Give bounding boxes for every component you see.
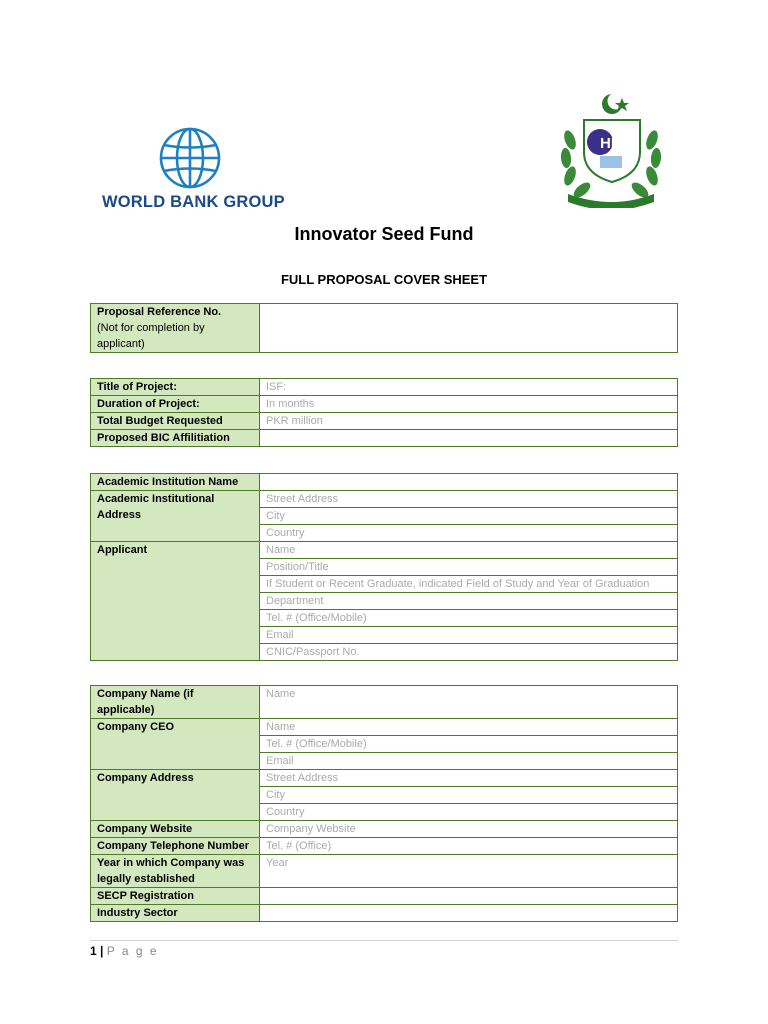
industry-sector-label: Industry Sector — [91, 905, 260, 922]
proposal-reference-label — [91, 304, 260, 353]
page-subtitle: FULL PROPOSAL COVER SHEET — [280, 272, 488, 287]
ceo-name-field[interactable]: Name — [260, 719, 678, 736]
total-budget-field[interactable]: PKR million — [260, 413, 678, 430]
company-name-field[interactable]: Name — [260, 686, 678, 719]
page-number: 1 — [90, 944, 97, 958]
industry-sector-field[interactable] — [260, 905, 678, 922]
institution-address-label: Academic Institutional Address — [91, 491, 260, 542]
institution-name-field[interactable] — [260, 474, 678, 491]
project-title-field[interactable]: ISF: — [260, 379, 678, 396]
company-website-field[interactable]: Company Website — [260, 821, 678, 838]
company-address-label: Company Address — [91, 770, 260, 821]
ceo-email-field[interactable]: Email — [260, 753, 678, 770]
company-website-label: Company Website — [91, 821, 260, 838]
company-info-table — [90, 685, 678, 922]
secp-registration-label: SECP Registration — [91, 888, 260, 905]
applicant-email-field[interactable]: Email — [260, 627, 678, 644]
company-phone-field[interactable]: Tel. # (Office) — [260, 838, 678, 855]
applicant-phone-field[interactable]: Tel. # (Office/Mobile) — [260, 610, 678, 627]
applicant-study-field[interactable]: If Student or Recent Graduate, indicated Field of Study and Year of Graduation — [260, 576, 678, 593]
company-name-label: Company Name (if applicable) — [91, 686, 260, 719]
institution-name-label: Academic Institution Name — [91, 474, 260, 491]
world-bank-wordmark: WORLD BANK GROUP — [102, 193, 285, 211]
reference-label-text: Proposal Reference No. — [97, 306, 222, 318]
applicant-label: Applicant — [91, 542, 260, 661]
project-duration-label: Duration of Project: — [91, 396, 260, 413]
year-established-field[interactable]: Year — [260, 855, 678, 888]
institution-applicant-table — [90, 473, 678, 661]
total-budget-label: Total Budget Requested — [91, 413, 260, 430]
applicant-position-field[interactable]: Position/Title — [260, 559, 678, 576]
institution-street-field[interactable]: Street Address — [260, 491, 678, 508]
applicant-name-field[interactable]: Name — [260, 542, 678, 559]
institution-country-field[interactable]: Country — [260, 525, 678, 542]
company-phone-label: Company Telephone Number — [91, 838, 260, 855]
institution-city-field[interactable]: City — [260, 508, 678, 525]
company-country-field[interactable]: Country — [260, 804, 678, 821]
company-city-field[interactable]: City — [260, 787, 678, 804]
page-word: P a g e — [106, 944, 159, 958]
page-title: Innovator Seed Fund — [294, 224, 474, 244]
hec-emblem-logo — [556, 90, 666, 208]
proposal-reference-table — [90, 303, 678, 353]
applicant-department-field[interactable]: Department — [260, 593, 678, 610]
company-ceo-label: Company CEO — [91, 719, 260, 770]
applicant-cnic-field[interactable]: CNIC/Passport No. — [260, 644, 678, 661]
project-info-table — [90, 378, 678, 447]
page-footer — [90, 944, 159, 958]
company-street-field[interactable]: Street Address — [260, 770, 678, 787]
year-established-label: Year in which Company was legally established — [91, 855, 260, 888]
reference-note: (Not for completion by applicant) — [97, 322, 205, 350]
footer-separator: | — [100, 944, 104, 958]
project-duration-field[interactable]: In months — [260, 396, 678, 413]
bic-affiliation-label: Proposed BIC Affilitiation — [91, 430, 260, 447]
project-title-label: Title of Project: — [91, 379, 260, 396]
proposal-reference-field[interactable] — [260, 304, 678, 353]
ceo-phone-field[interactable]: Tel. # (Office/Mobile) — [260, 736, 678, 753]
footer-divider — [90, 940, 678, 941]
svg-text:HEC: HEC — [600, 135, 632, 152]
bic-affiliation-field[interactable] — [260, 430, 678, 447]
secp-registration-field[interactable] — [260, 888, 678, 905]
